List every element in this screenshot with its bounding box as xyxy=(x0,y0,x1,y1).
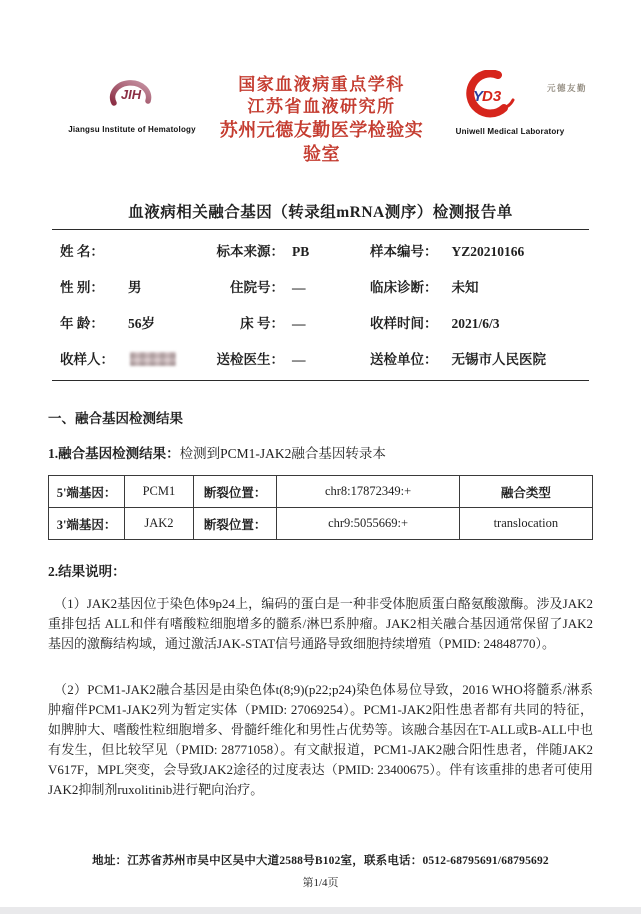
field-sex xyxy=(60,276,212,296)
uniwell-logo-letter-y: Y xyxy=(473,88,484,105)
cell-5prime-breakpoint-label: 断裂位置： xyxy=(193,476,277,508)
result-note-paragraph-1: （1）JAK2基因位于染色体9p24上，编码的蛋白是一种非受体胞质蛋白酪氨酸激酶。涉及JAK2重排包括 ALL和伴有嗜酸粒细胞增多的髓系/淋巴系肿瘤。JAK2相关融合基因通常保留了JAK2基因的激酶结构域，通过激活JAK-STAT信号通路导致细胞持续增殖（PMID: 24848770）。 xyxy=(48,596,593,652)
field-referring-unit xyxy=(370,348,589,368)
cell-5prime-label: 5'端基因： xyxy=(49,476,125,508)
field-bed-no xyxy=(212,312,370,332)
cell-3prime-breakpoint-label: 断裂位置： xyxy=(193,508,277,540)
result-note-paragraph-2: （2）PCM1-JAK2融合基因是由染色体t(8;9)(p22;p24)染色体易位导致，2016 WHO将髓系/淋系肿瘤伴PCM1-JAK2列为暂定实体（PMID: 27069254）。PCM1-JAK2阳性患者都有共同的特征，如脾肿大、嗜酸性粒细胞增多、骨髓纤维化和男性占优势等。该融合基因在T-ALL或B-ALL中也有发生，但比较罕见（PMID: 28771058）。有文献报道，PCM1-JAK2融合阳性患者，伴随JAK2 V617F，MPL突变，会导致JAK2途径的过度表达（PMID: 23400675）。伴有该重排的患者可使用JAK2抑制剂ruxolitinib进行靶向治疗。 xyxy=(48,682,593,798)
header-org-names xyxy=(212,70,431,166)
fusion-result-label: 1.融合基因检测结果： xyxy=(48,446,180,462)
table-row-3prime xyxy=(49,508,593,540)
uniwell-logo-letters-db: D3 xyxy=(482,88,502,105)
cell-3prime-breakpoint: chr9:5055669:+ xyxy=(277,508,459,540)
field-name-label: 姓 名： xyxy=(60,244,104,260)
org-line-1: 国家血液病重点学科 xyxy=(238,75,405,94)
field-referring-doctor xyxy=(212,348,370,368)
field-bed-no-value: — xyxy=(292,316,306,332)
field-sample-id-label: 样本编号： xyxy=(370,244,438,260)
field-clinical-diagnosis-value: 未知 xyxy=(451,280,479,296)
footer-page-number: 第1/4页 xyxy=(302,877,339,889)
cell-3prime-gene: JAK2 xyxy=(125,508,194,540)
jih-logo-icon xyxy=(100,70,164,118)
patient-info-row xyxy=(52,268,589,304)
section1-heading: 一、融合基因检测结果 xyxy=(48,411,183,427)
field-sex-label: 性 别： xyxy=(60,280,104,296)
field-sample-collector-label: 收样人： xyxy=(60,352,114,368)
report-header xyxy=(0,70,641,166)
field-name xyxy=(60,240,212,260)
title-underline-rule xyxy=(52,200,589,230)
field-referring-doctor-label: 送检医生： xyxy=(216,352,284,368)
field-sample-id xyxy=(370,240,589,260)
fusion-result-value: 检测到PCM1-JAK2融合基因转录本 xyxy=(179,446,386,462)
uniwell-stamp-text: 元德友勤 xyxy=(546,83,587,93)
field-clinical-diagnosis xyxy=(370,276,589,296)
field-admission-no-value: — xyxy=(292,280,306,296)
field-specimen-source-value: PB xyxy=(292,244,310,260)
section2-heading: 2.结果说明： xyxy=(48,564,126,580)
field-sample-id-value: YZ20210166 xyxy=(451,244,525,260)
field-sample-collector xyxy=(60,348,212,368)
field-referring-unit-label: 送检单位： xyxy=(370,352,438,368)
cell-fusion-type-value: translocation xyxy=(459,508,592,540)
page-edge-strip xyxy=(0,907,641,914)
uniwell-logo-icon xyxy=(460,70,516,120)
jih-logo-letters: JIH xyxy=(120,87,142,102)
table-row-5prime xyxy=(49,476,593,508)
field-admission-no xyxy=(212,276,370,296)
footer-address: 地址：江苏省苏州市吴中区吴中大道2588号B102室，联系电话：0512-68795691/68795692 xyxy=(92,855,549,867)
cell-5prime-breakpoint: chr8:17872349:+ xyxy=(277,476,459,508)
cell-fusion-type-header: 融合类型 xyxy=(459,476,592,508)
field-admission-no-label: 住院号： xyxy=(230,280,284,296)
fusion-gene-table xyxy=(48,475,593,540)
field-referring-unit-value: 无锡市人民医院 xyxy=(451,352,546,368)
field-clinical-diagnosis-label: 临床诊断： xyxy=(370,280,438,296)
field-received-time-value: 2021/6/3 xyxy=(451,316,500,332)
uniwell-logo-block xyxy=(431,70,589,136)
org-line-3: 苏州元德友勤医学检验实验室 xyxy=(219,119,424,164)
cell-3prime-label: 3'端基因： xyxy=(49,508,125,540)
org-line-2: 江苏省血液研究所 xyxy=(247,97,396,117)
patient-info-row xyxy=(52,340,589,376)
field-received-time xyxy=(370,312,589,332)
patient-info-row xyxy=(52,232,589,268)
redacted-collector-name xyxy=(130,352,176,366)
field-age-value: 56岁 xyxy=(128,316,155,332)
field-referring-doctor-value: — xyxy=(292,352,306,368)
field-specimen-source xyxy=(212,240,370,260)
field-bed-no-label: 床 号： xyxy=(240,316,284,332)
patient-info-row xyxy=(52,304,589,340)
fusion-result-line xyxy=(48,442,593,462)
field-age-label: 年 龄： xyxy=(60,316,104,332)
report-title: 血液病相关融合基因（转录组mRNA测序）检测报告单 xyxy=(128,204,513,222)
jih-logo-block xyxy=(52,70,212,134)
field-received-time-label: 收样时间： xyxy=(370,316,438,332)
cell-5prime-gene: PCM1 xyxy=(125,476,194,508)
patient-info-grid xyxy=(52,230,589,381)
field-sex-value: 男 xyxy=(128,280,142,296)
field-age xyxy=(60,312,212,332)
field-specimen-source-label: 标本来源： xyxy=(216,244,284,260)
jih-logo-caption: Jiangsu Institute of Hematology xyxy=(68,125,196,134)
report-footer xyxy=(0,852,641,890)
uniwell-logo-caption: Uniwell Medical Laboratory xyxy=(455,127,565,136)
